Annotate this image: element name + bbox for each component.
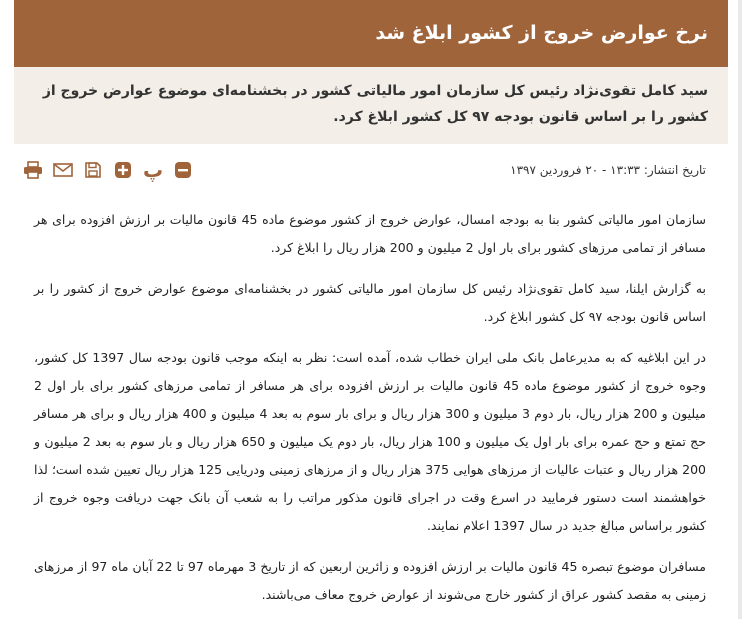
increase-font-button[interactable]: [112, 159, 134, 181]
save-icon: [84, 161, 102, 179]
print-icon: [23, 161, 43, 179]
body-paragraph: سازمان امور مالیاتی کشور بنا به بودجه امسال، عوارض خروج از کشور موضوع ماده 45 قانون مالیات بر ارزش افزوده برای هر مسافر از تمامی مرزهای کشور برای بار اول 2 میلیون و 200 هزار ریال را ابلاغ کرد.: [34, 212, 706, 255]
print-button[interactable]: [22, 159, 44, 181]
meta-row: [14, 144, 728, 184]
font-size-icon: پ: [142, 158, 164, 182]
page-edge-rule: [738, 0, 742, 619]
minus-icon: [174, 161, 192, 179]
body-paragraph: در این ابلاغیه که به مدیرعامل بانک ملی ایران خطاب شده، آمده است: نظر به اینکه موجب قانون بودجه سال 1397 کل کشور، وجوه خروج از کشور موضوع ماده 45 قانون مالیات بر ارزش افزوده برای هر مسافر از تمامی مرزهای کشور برای بار اول 2 میلیون و 200 هزار ریال، بار دوم 3 میلیون و 300 هزار ریال و برای بار سوم به بعد 4 میلیون و 400 هزار ریال و برای هر مسافر حج تمتع و حج عمره برای بار اول یک میلیون و 100 هزار ریال، بار دوم یک میلیون و 650 هزار ریال و بار سوم به بعد 2 میلیون و 200 هزار ریال و عتبات عالیات از مرزهای هوایی 375 هزار ریال و از مرزهای زمینی ودریایی 125 هزار ریال تعیین شده است؛ لذا خواهشمند است دستور فرمایید در اسرع وقت در اجرای قانون مذکور مراتب را به شعب آن بانک جهت دریافت وجوه خروج از کشور براساس مبالغ جدید در سال 1397 اعلام نمایند.: [34, 350, 707, 533]
title-band: [14, 0, 728, 67]
article-toolbar: [22, 159, 194, 181]
plus-icon: [114, 161, 132, 179]
decrease-font-button[interactable]: [172, 159, 194, 181]
email-icon: [53, 162, 73, 178]
font-size-button[interactable]: [142, 159, 164, 181]
body-paragraph: مسافران موضوع تبصره 45 قانون مالیات بر ارزش افزوده و زائرین اربعین که از تاریخ 3 مهرماه 97 تا 22 آبان ماه 97 از مرزهای زمینی به مقصد کشور عراق از کشور خارج می‌شوند از عوارض خروج معاف می‌باشند.: [34, 559, 706, 602]
body-paragraph: به گزارش ایلنا، سید کامل تقوی‌نژاد رئیس کل سازمان امور مالیاتی کشور در بخشنامه‌ای موضوع عوارض خروج از کشور را بر اساس قانون بودجه ۹۷ کل کشور ابلاغ کرد.: [34, 281, 706, 324]
article-page: [14, 0, 728, 619]
email-button[interactable]: [52, 159, 74, 181]
publish-date: تاریخ انتشار: ۱۳:۳۳ - ۲۰ فروردین ۱۳۹۷: [510, 163, 706, 177]
save-button[interactable]: [82, 159, 104, 181]
article-title: نرخ عوارض خروج از کشور ابلاغ شد: [375, 22, 708, 45]
article-body: [14, 184, 728, 609]
article-lead: سید کامل تقوی‌نژاد رئیس کل سازمان امور مالیاتی کشور در بخشنامه‌ای موضوع عوارض خروج از کشور را بر اساس قانون بودجه ۹۷ کل کشور ابلاغ کرد.: [14, 67, 728, 144]
